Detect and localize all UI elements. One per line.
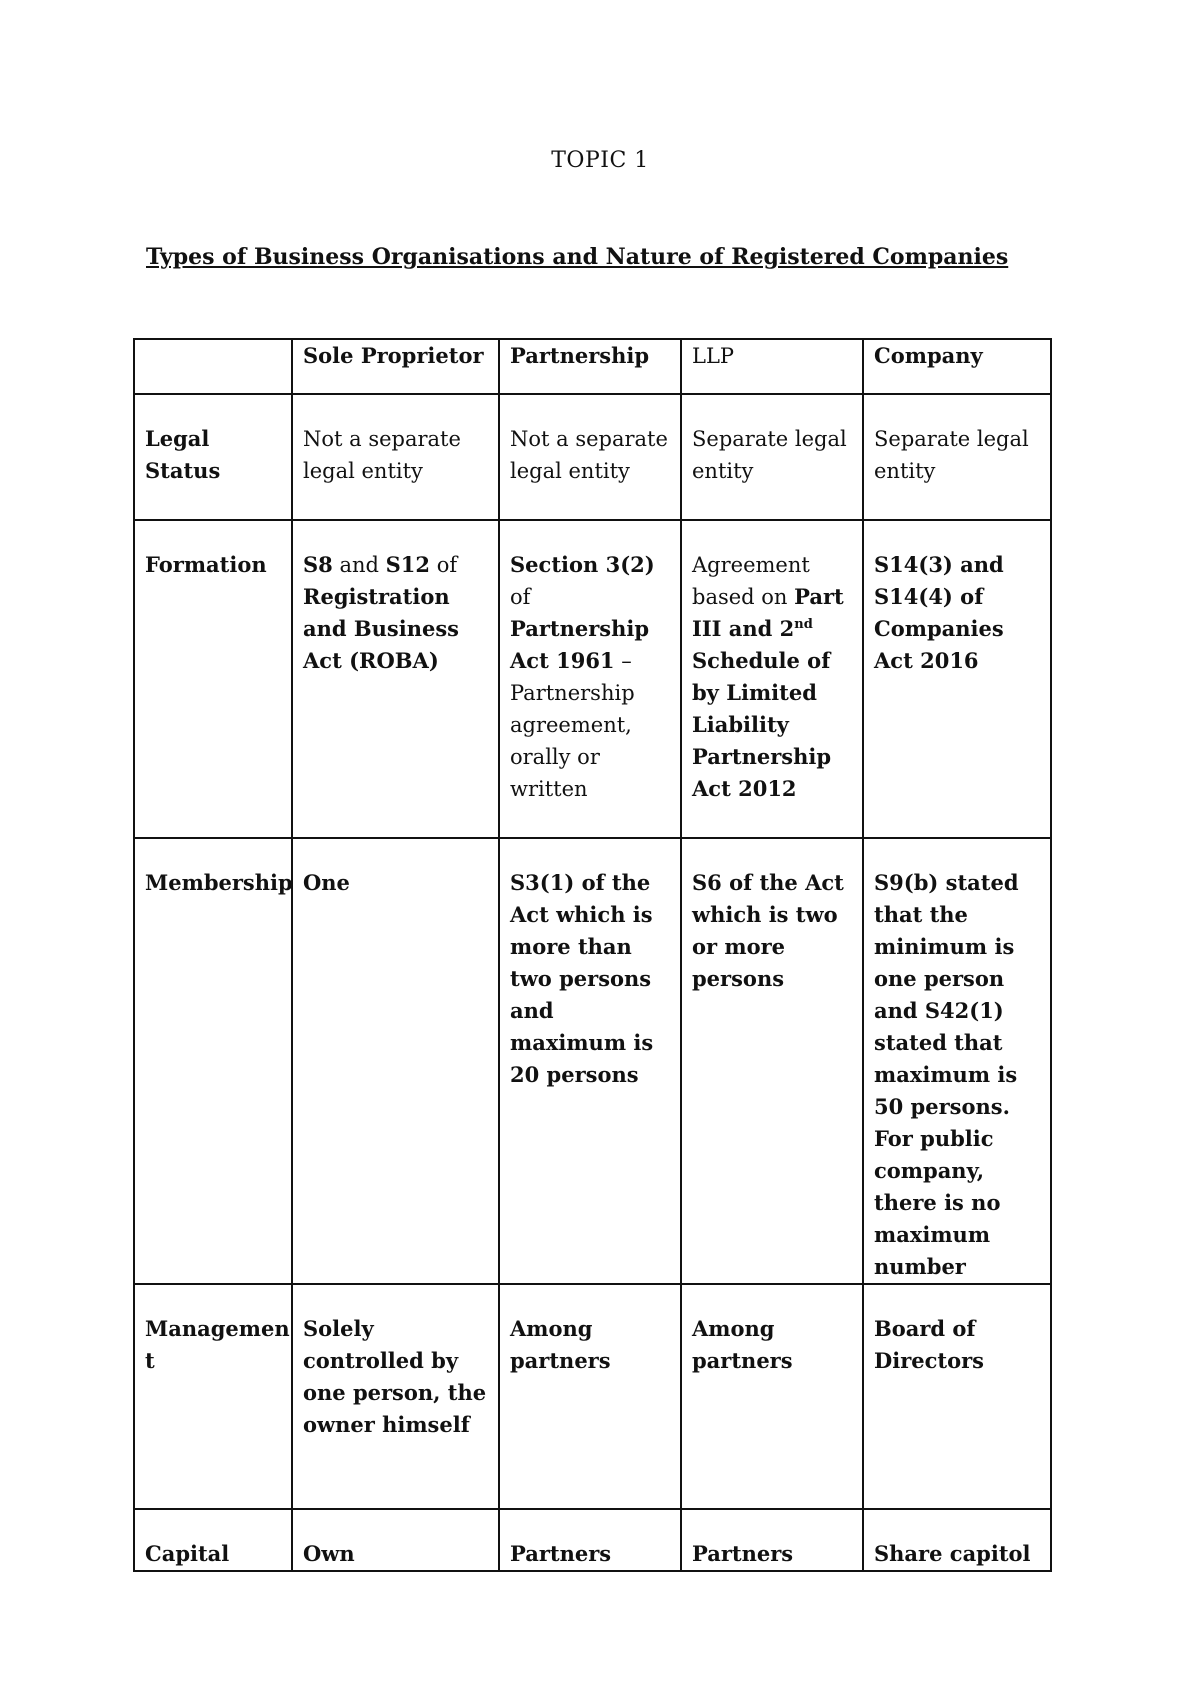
formation-sole-b2: S12 — [385, 552, 431, 577]
cell-formation-partnership — [499, 520, 681, 838]
table-row-capital — [134, 1509, 1051, 1571]
cell-formation-company: S14(3) and S14(4) of Companies Act 2016 — [863, 520, 1051, 838]
cell-management-company: Board of Directors — [863, 1284, 1051, 1509]
cell-legal-sole: Not a separate legal entity — [292, 394, 499, 520]
table-row-legal-status — [134, 394, 1051, 520]
cell-management-llp: Among partners — [681, 1284, 863, 1509]
row-label-legal-status: Legal Status — [134, 394, 292, 520]
header-sole-proprietor: Sole Proprietor — [292, 339, 499, 394]
formation-partnership-b1: Section 3(2) — [510, 552, 655, 577]
cell-legal-llp: Separate legal entity — [681, 394, 863, 520]
formation-sole-b1: S8 — [303, 552, 333, 577]
document-heading: Types of Business Organisations and Nature of Registered Companies — [146, 244, 1009, 270]
formation-sole-b3: Registration and Business Act (ROBA) — [303, 584, 459, 673]
table-row-management — [134, 1284, 1051, 1509]
cell-management-partnership: Among partners — [499, 1284, 681, 1509]
cell-legal-company: Separate legal entity — [863, 394, 1051, 520]
table-row-membership — [134, 838, 1051, 1284]
formation-sole-t2: of — [430, 553, 458, 577]
cell-membership-sole: One — [292, 838, 499, 1284]
cell-capital-llp: Partners — [681, 1509, 863, 1571]
row-label-management: Managemen t — [134, 1284, 292, 1509]
formation-partnership-t1: of — [510, 585, 531, 609]
header-partnership: Partnership — [499, 339, 681, 394]
formation-sole-t1: and — [332, 553, 386, 577]
page-topic: TOPIC 1 — [551, 148, 649, 173]
cell-capital-sole: Own — [292, 1509, 499, 1571]
comparison-table — [133, 338, 1052, 1572]
cell-membership-partnership: S3(1) of the Act which is more than two persons and maximum is 20 persons — [499, 838, 681, 1284]
formation-partnership-b2: Partnership Act 1961 — [510, 616, 650, 673]
formation-llp-sup: nd — [794, 617, 813, 632]
table-header-row — [134, 339, 1051, 394]
cell-formation-sole — [292, 520, 499, 838]
table-row-formation — [134, 520, 1051, 838]
header-cell-empty — [134, 339, 292, 394]
cell-capital-partnership: Partners — [499, 1509, 681, 1571]
row-label-formation: Formation — [134, 520, 292, 838]
cell-formation-llp — [681, 520, 863, 838]
formation-partnership-t2: – Partnership agreement, orally or written — [510, 649, 635, 801]
header-llp: LLP — [681, 339, 863, 394]
cell-membership-llp: S6 of the Act which is two or more persons — [681, 838, 863, 1284]
cell-membership-company: S9(b) stated that the minimum is one person and S42(1) stated that maximum is 50 persons. For public company, there is no maximum number — [863, 838, 1051, 1284]
row-label-capital: Capital — [134, 1509, 292, 1571]
row-label-membership: Membership — [134, 838, 292, 1284]
cell-capital-company: Share capitol — [863, 1509, 1051, 1571]
cell-legal-partnership: Not a separate legal entity — [499, 394, 681, 520]
header-company: Company — [863, 339, 1051, 394]
cell-management-sole: Solely controlled by one person, the owner himself — [292, 1284, 499, 1509]
formation-llp-b2: Schedule of by Limited Liability Partnership Act 2012 — [692, 648, 832, 801]
formation-llp-b1: Part III and 2 — [692, 584, 844, 641]
formation-llp-t1: Agreement based on — [692, 553, 810, 609]
